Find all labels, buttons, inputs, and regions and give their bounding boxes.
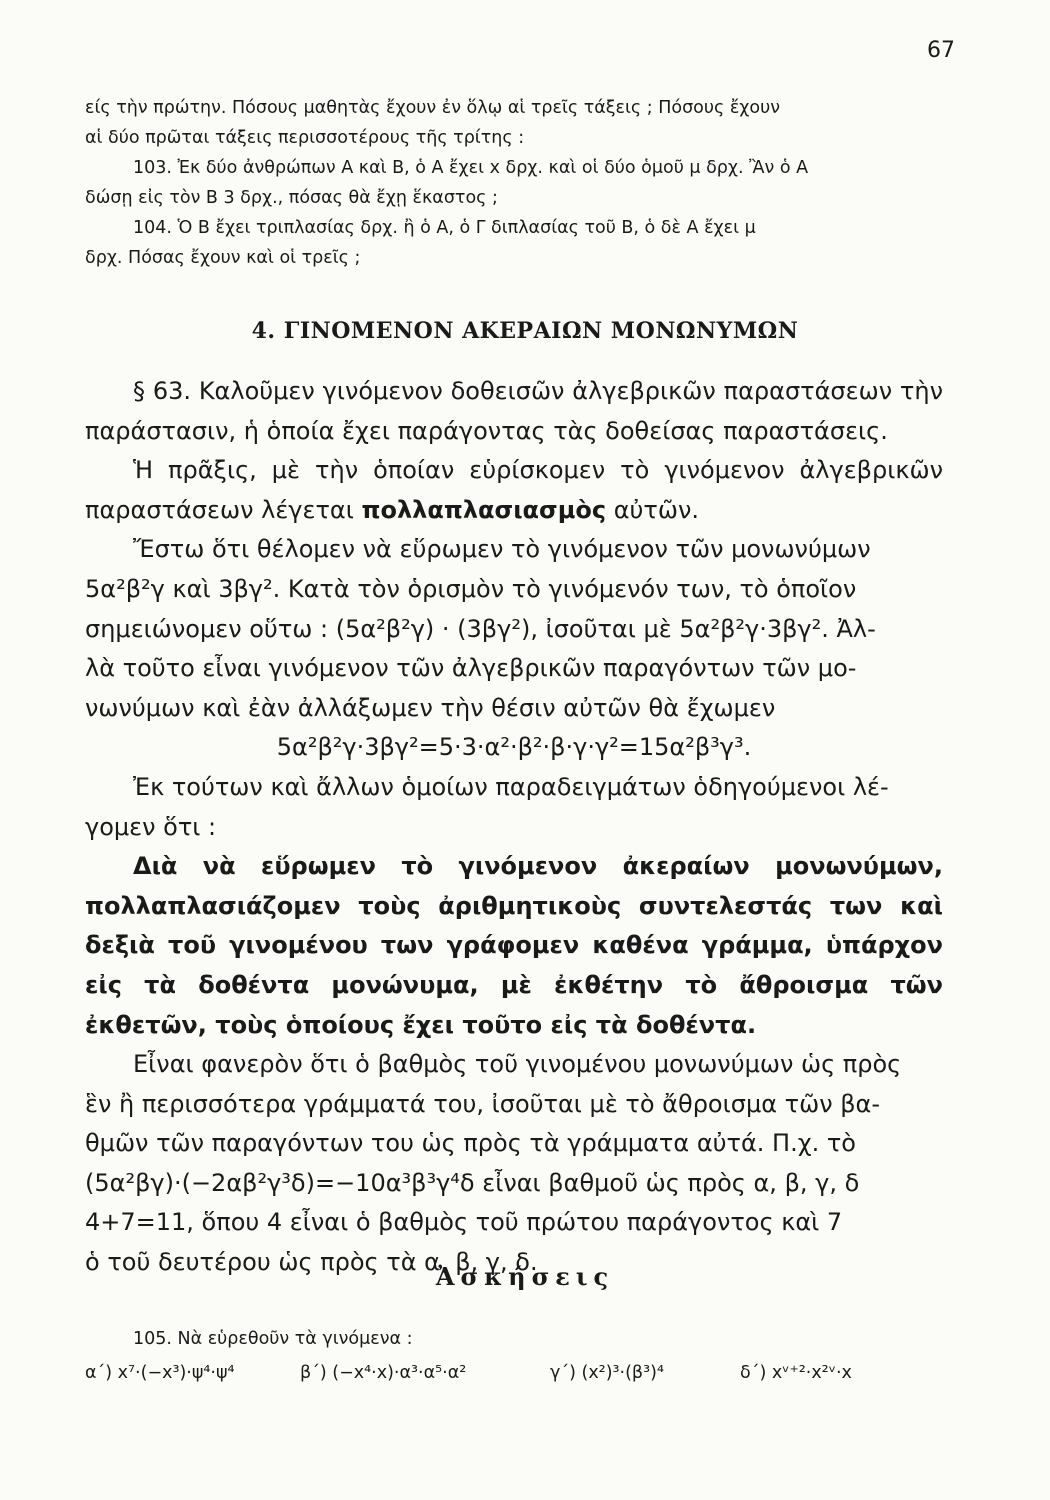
exercise-104: 104. Ὁ Β ἔχει τριπλασίας δρχ. ἢ ὁ Α, ὁ Γ διπλασίας τοῦ Β, ὁ δὲ Α ἔχει μ: [133, 218, 756, 238]
text-line: σημειώνομεν οὕτω : (5α²β²γ) · (3βγ²), ἰσοῦται μὲ 5α²β²γ·3βγ². Ἀλ-: [85, 614, 876, 643]
exercise-item: α΄) x⁷·(−x³)·ψ⁴·ψ⁴: [85, 1363, 235, 1383]
operation-paragraph: [85, 451, 943, 530]
text-line: νωνύμων καὶ ἐὰν ἀλλάξωμεν τὴν θέσιν αὐτῶν θὰ ἔχωμεν: [85, 693, 776, 722]
exercise-items: [85, 1356, 965, 1390]
exercise-103-cont: δώσῃ εἰς τὸν Β 3 δρχ., πόσας θὰ ἔχῃ ἕκαστος ;: [85, 188, 498, 208]
exercises: [85, 1322, 965, 1390]
exercise-item: β΄) (−x⁴·x)·α³·α⁵·α²: [300, 1363, 467, 1383]
text-line: 4+7=11, ὅπου 4 εἶναι ὁ βαθμὸς τοῦ πρώτου παράγοντος καὶ 7: [85, 1208, 843, 1237]
text-line: (5α²βγ)·(−2αβ²γ³δ)=−10α³β³γ⁴δ εἶναι βαθμοῦ ὡς πρὸς α, β, γ, δ: [85, 1168, 860, 1197]
text-line: Ἔστω ὅτι θέλομεν νὰ εὕρωμεν τὸ γινόμενον τῶν μονωνύμων: [133, 535, 871, 564]
formula: 5α²β²γ·3βγ²=5·3·α²·β²·β·γ·γ²=15α²β³γ³.: [276, 733, 752, 762]
exercise-103: 103. Ἐκ δύο ἀνθρώπων Α καὶ Β, ὁ Α ἔχει x δρχ. καὶ οἱ δύο ὁμοῦ μ δρχ. Ἂν ὁ Α: [133, 158, 809, 178]
text-line: λὰ τοῦτο εἶναι γινόμενον τῶν ἀλγεβρικῶν παραγόντων τῶν μο-: [85, 654, 857, 683]
text-line: αἱ δύο πρῶται τάξεις περισσοτέρους τῆς τρίτης :: [85, 128, 525, 148]
section-body: [85, 372, 943, 1283]
text-line: Εἶναι φανερὸν ὅτι ὁ βαθμὸς τοῦ γινομένου μονωνύμων ὡς πρὸς: [133, 1050, 902, 1079]
text-span: αὐτῶν.: [606, 495, 700, 524]
text-span: Ἡ πρᾶξις, μὲ τὴν ὁποίαν εὑρίσκομεν τὸ γινόμενον ἀλγεβρικῶν παραστάσεων λέγεται: [85, 456, 943, 524]
text-line: Ἐκ τούτων καὶ ἄλλων ὁμοίων παραδειγμάτων ὁδηγούμενοι λέ-: [133, 772, 889, 801]
text-line: ἓν ἢ περισσότερα γράμματά του, ἰσοῦται μὲ τὸ ἄθροισμα τῶν βα-: [85, 1089, 881, 1118]
text-line: ὁ τοῦ δευτέρου ὡς πρὸς τὰ α, β, γ, δ.: [85, 1248, 538, 1277]
text-line: γομεν ὅτι :: [85, 812, 217, 841]
text-line: θμῶν τῶν παραγόντων του ὡς πρὸς τὰ γράμματα αὐτά. Π.χ. τὸ: [85, 1129, 856, 1158]
definition-paragraph: § 63. Καλοῦμεν γινόμενον δοθεισῶν ἀλγεβρικῶν παραστάσεων τὴν παράστασιν, ἡ ὁποία ἔχει παράγοντας τὰς δοθείσας παραστάσεις.: [85, 377, 943, 445]
text-line: είς τὴν πρώτην. Πόσους μαθητὰς ἔχουν ἐν ὅλῳ αἱ τρεῖς τάξεις ; Πόσους ἔχουν: [85, 98, 781, 118]
term-bold: πολλαπλασιασμὸς: [361, 495, 607, 524]
exercise-item: δ΄) xᵛ⁺²·x²ᵛ·x: [740, 1363, 852, 1383]
previous-exercises: [85, 93, 965, 273]
text-line: 5α²β²γ καὶ 3βγ². Κατὰ τὸν ὁρισμὸν τὸ γινόμενόν των, τὸ ὁποῖον: [85, 574, 857, 603]
page-number: 67: [927, 38, 955, 63]
exercise-item: γ΄) (x²)³·(β³)⁴: [550, 1363, 664, 1383]
exercise-105: 105. Νὰ εὑρεθοῦν τὰ γινόμενα :: [133, 1329, 413, 1349]
rule-bold: Διὰ νὰ εὕρωμεν τὸ γινόμενον ἀκεραίων μονωνύμων, πολλαπλασιάζομεν τοὺς ἀριθμητικοὺς συντελεστάς των καὶ δεξιὰ τοῦ γινομένου των γράφομεν καθένα γράμμα, ὑπάρχον εἰς τὰ δοθέντα μονώνυμα, μὲ ἐκθέτην τὸ ἄθροισμα τῶν ἐκθετῶν, τοὺς ὁποίους ἔχει τοῦτο εἰς τὰ δοθέντα.: [85, 852, 943, 1039]
section-heading: 4. ΓΙΝΟΜΕΝΟΝ ΑΚΕΡΑΙΩΝ ΜΟΝΩΝΥΜΩΝ: [251, 318, 799, 344]
exercise-104-cont: δρχ. Πόσας ἔχουν καὶ οἱ τρεῖς ;: [85, 248, 361, 268]
exercises-title: Ἀσκήσεις: [435, 1262, 615, 1291]
